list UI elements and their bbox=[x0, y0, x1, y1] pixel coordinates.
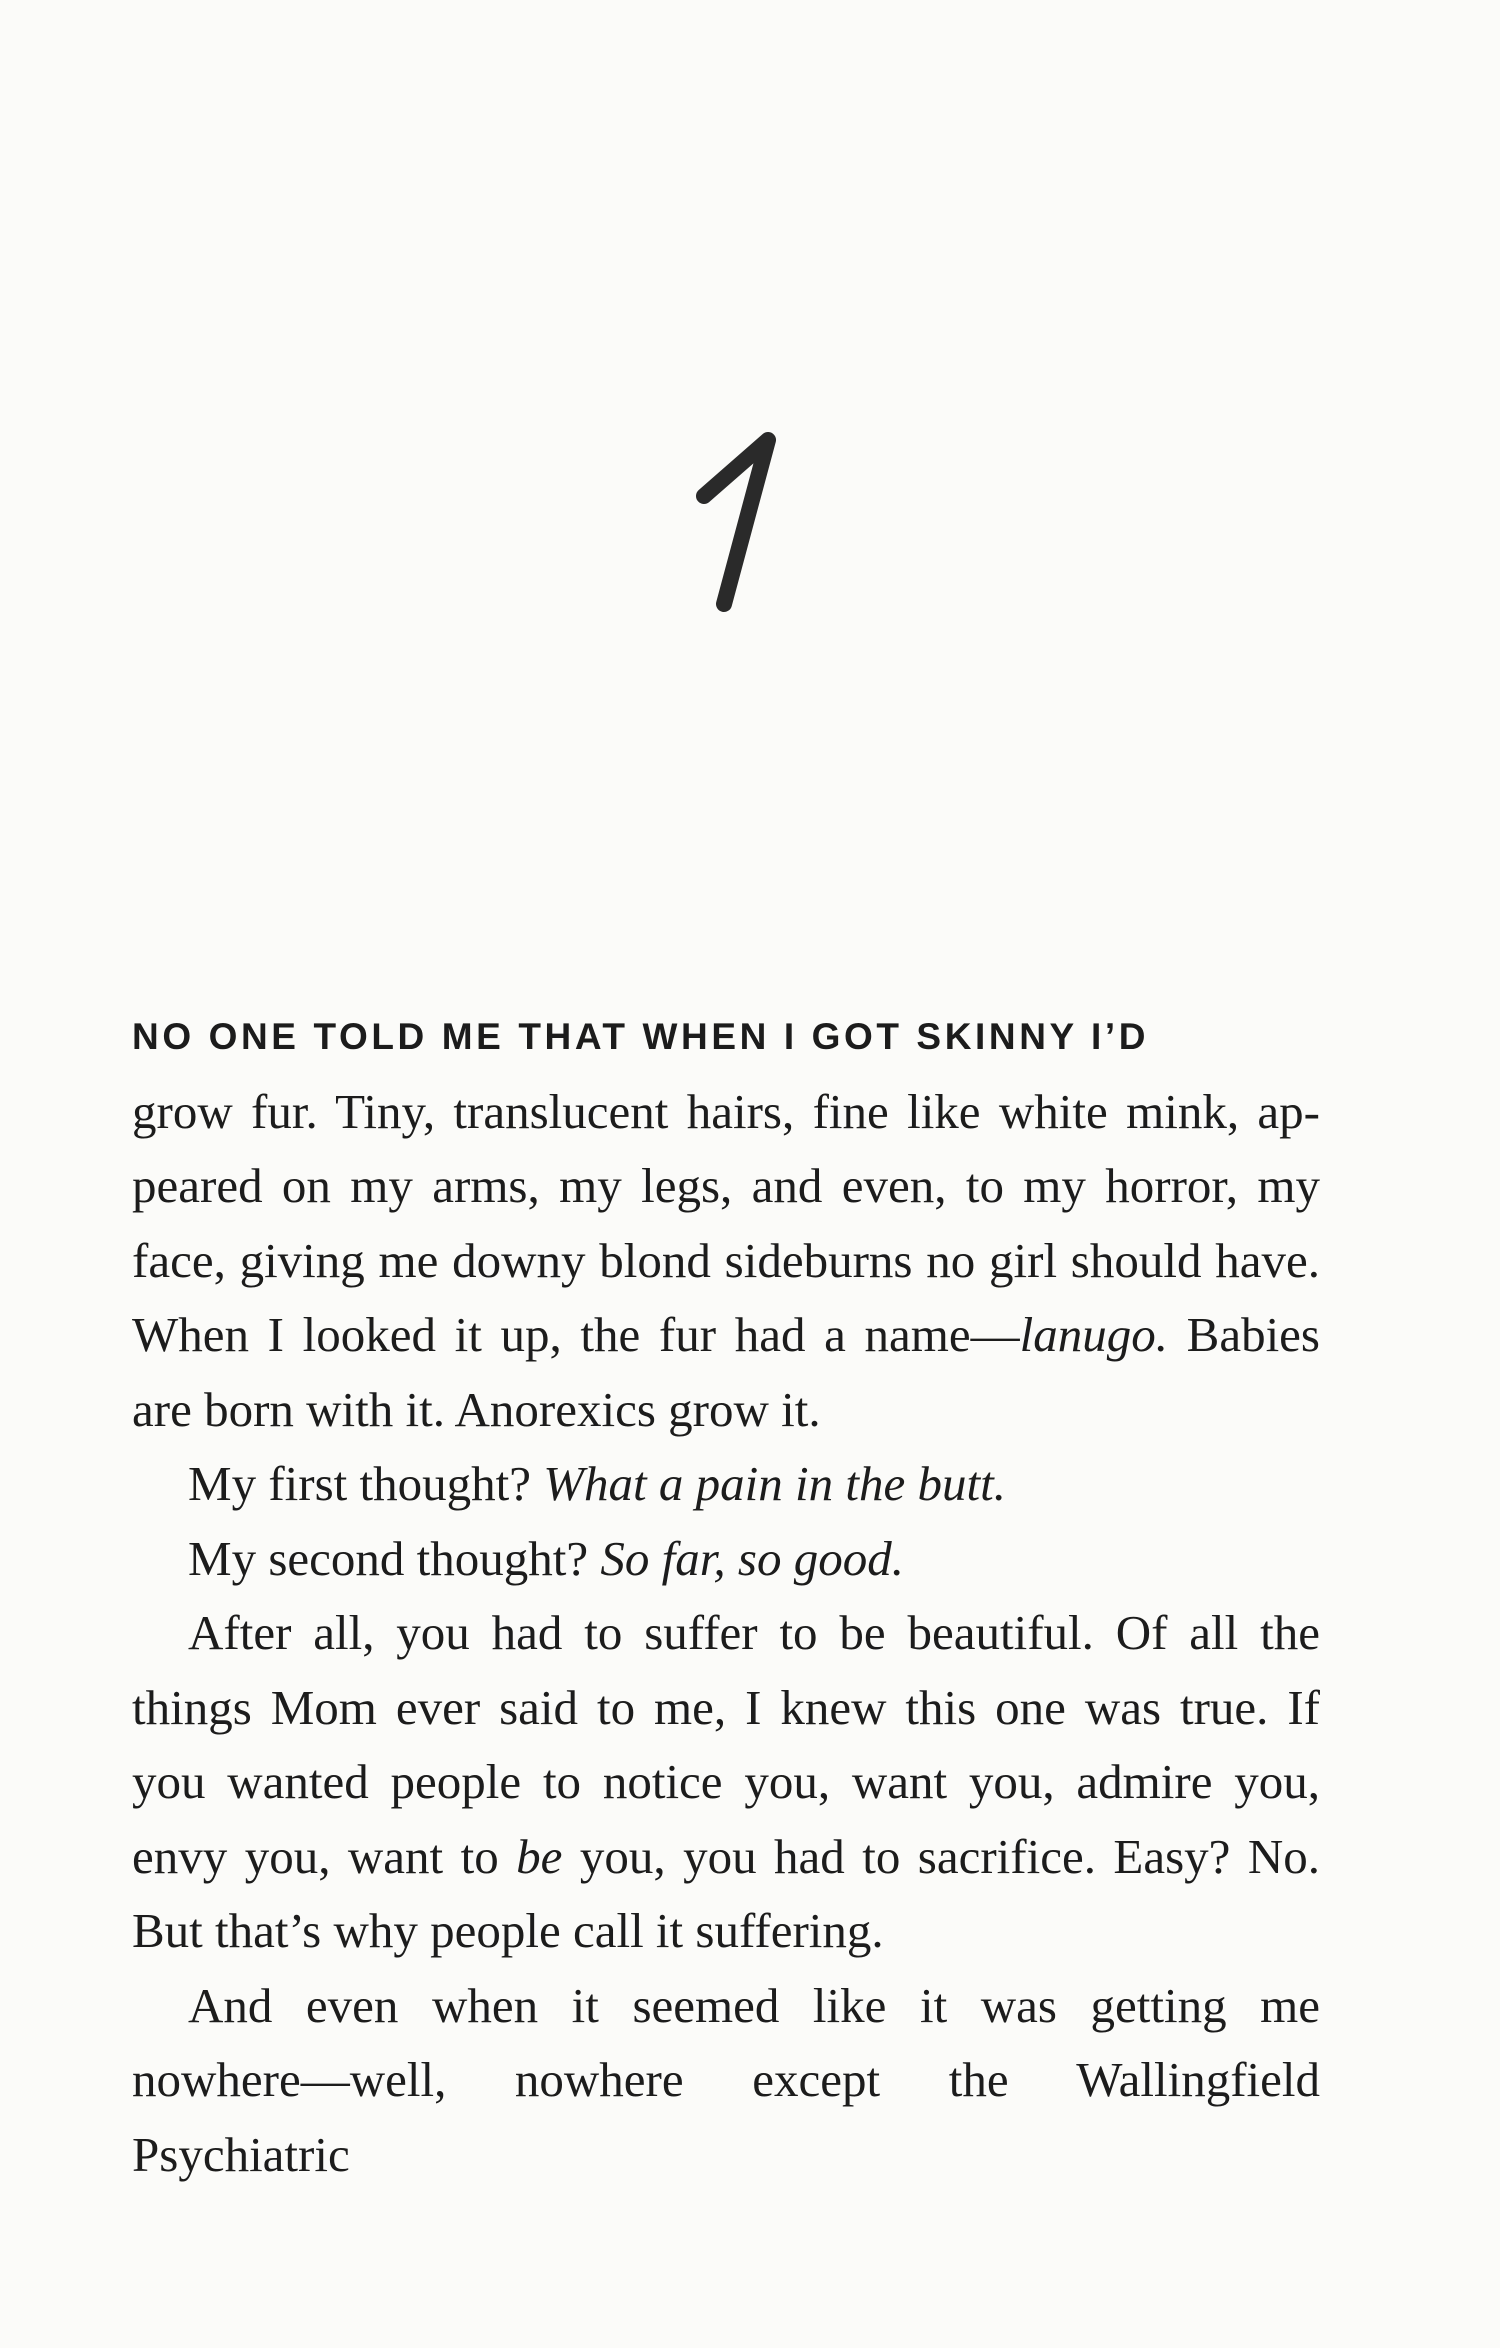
chapter-number bbox=[670, 420, 790, 620]
p4-line-1: After all, you had to suffer to be beautiful. Of all the bbox=[188, 1605, 1320, 1660]
p2-text: My first thought? bbox=[188, 1456, 544, 1511]
p4-line-4-b: you, you had to sacrifice. Easy? No. bbox=[562, 1828, 1320, 1884]
p1-line-2: peared on my arms, my legs, and even, to my horror, my bbox=[132, 1158, 1320, 1213]
p5-line-1: And even when it seemed like it was getting me bbox=[188, 1977, 1320, 2033]
p3-line bbox=[132, 1522, 1320, 1597]
p1-line-4-italic: lanugo. bbox=[1019, 1307, 1168, 1362]
p1-line-1: grow fur. Tiny, translucent hairs, fine like white mink, ap- bbox=[132, 1083, 1320, 1139]
chapter-number-glyph bbox=[670, 420, 790, 620]
chapter-body bbox=[132, 1000, 1320, 2182]
p4-line-4-italic: be bbox=[516, 1828, 563, 1884]
p1-line-4 bbox=[132, 1298, 1320, 1373]
p3-text: My second thought? bbox=[188, 1530, 601, 1586]
p4-line-3: you wanted people to notice you, want you, admire you, bbox=[132, 1754, 1320, 1809]
p2-italic: What a pain in the butt. bbox=[543, 1456, 1006, 1511]
p4-line-5: But that’s why people call it suffering. bbox=[132, 1903, 884, 1958]
p1-line-5: are born with it. Anorexics grow it. bbox=[132, 1381, 821, 1437]
p2-line bbox=[132, 1447, 1320, 1522]
lead-in-caps: NO ONE TOLD ME THAT WHEN I GOT SKINNY I’D bbox=[132, 1016, 1150, 1057]
p1-line-4-a: When I looked it up, the fur had a name— bbox=[132, 1307, 1020, 1362]
p5-line-2: nowhere—well, nowhere except the Wallingfield Psychiatric bbox=[132, 2052, 1320, 2182]
p4-line-4 bbox=[132, 1820, 1320, 1895]
p1-line-4-b: Babies bbox=[1167, 1307, 1320, 1362]
p1-line-3: face, giving me downy blond sideburns no girl should have. bbox=[132, 1232, 1320, 1288]
p4-line-2: things Mom ever said to me, I knew this one was true. If bbox=[132, 1679, 1320, 1735]
p3-italic: So far, so good. bbox=[600, 1530, 904, 1586]
p4-line-4-a: envy you, want to bbox=[132, 1828, 517, 1884]
